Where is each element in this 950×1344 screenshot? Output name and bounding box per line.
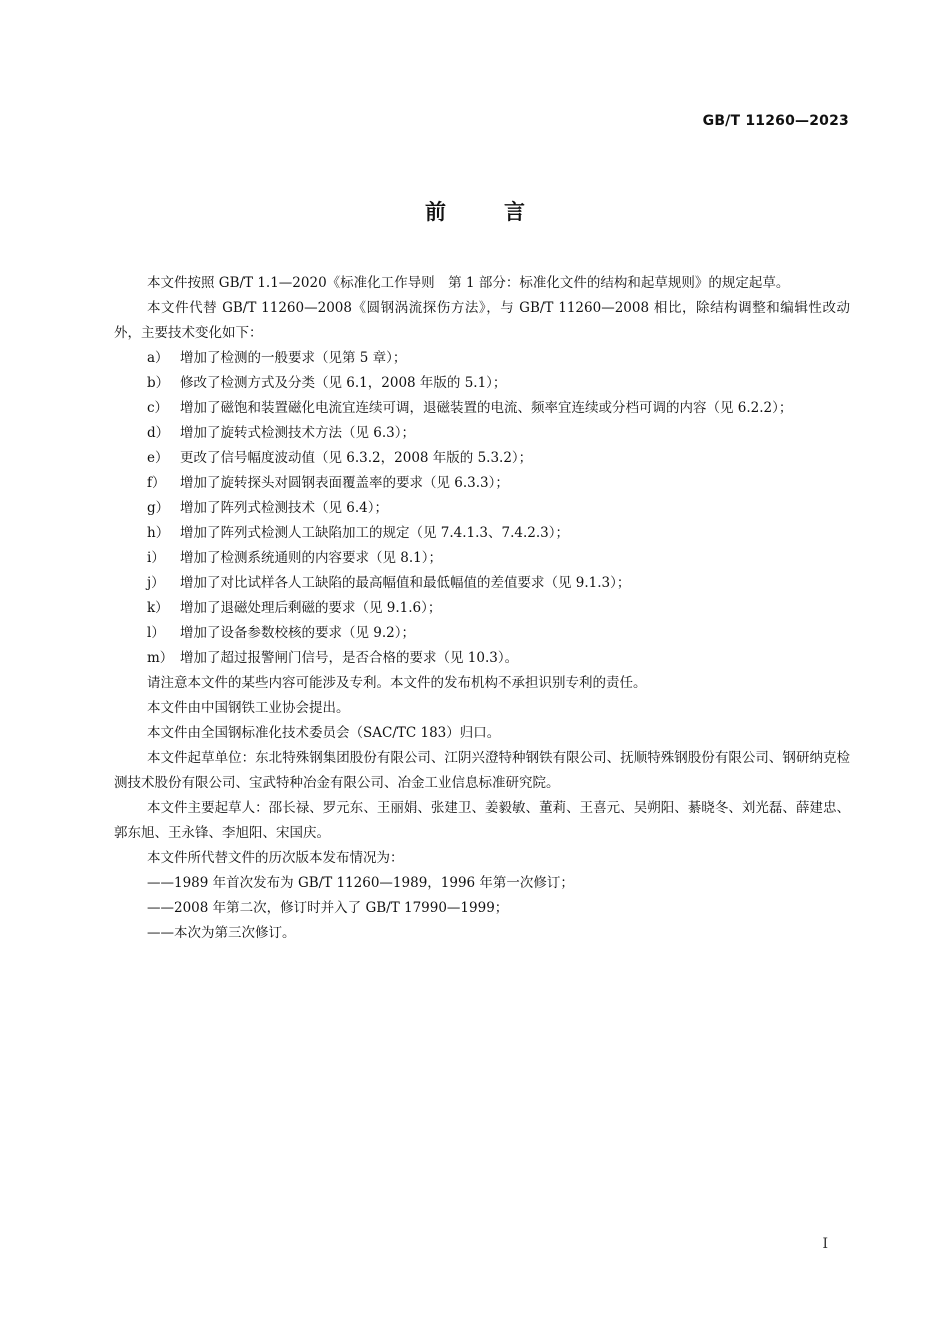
paragraph-drafters: 本文件主要起草人：邵长禄、罗元东、王丽娟、张建卫、姜毅敏、董莉、王喜元、吴朔阳、綦晓冬、刘光磊、薛建忠、郭东旭、王永锋、李旭阳、宋国庆。: [114, 800, 850, 841]
page-title: [0, 196, 950, 226]
list-item-text: 增加了阵列式检测人工缺陷加工的规定（见 7.4.1.3、7.4.2.3）；: [180, 525, 570, 541]
list-item: [114, 621, 850, 646]
list-item-label: c）: [147, 400, 169, 416]
list-item-label: d）: [147, 425, 170, 441]
list-item: [114, 646, 850, 671]
list-item-label: g）: [147, 500, 170, 516]
list-item-label: a）: [147, 350, 169, 366]
list-item-text: 增加了设备参数校核的要求（见 9.2）；: [180, 625, 416, 641]
list-item: [114, 421, 850, 446]
list-item-label: i）: [147, 550, 165, 566]
changes-list: [114, 346, 850, 671]
list-item: [114, 446, 850, 471]
list-item-text: 增加了旋转探头对圆钢表面覆盖率的要求（见 6.3.3）；: [180, 475, 509, 491]
list-item: [114, 471, 850, 496]
paragraph-patent-notice: 请注意本文件的某些内容可能涉及专利。本文件的发布机构不承担识别专利的责任。: [147, 675, 647, 691]
title-char-2: 言: [504, 200, 525, 224]
history-item: ——1989 年首次发布为 GB/T 11260—1989，1996 年第一次修订；: [147, 875, 574, 891]
paragraph-replaces: 本文件代替 GB/T 11260—2008《圆钢涡流探伤方法》，与 GB/T 11260—2008 相比，除结构调整和编辑性改动外，主要技术变化如下：: [114, 300, 850, 341]
list-item-label: f）: [147, 475, 166, 491]
page-folio: Ⅰ: [822, 1236, 828, 1252]
list-item: [114, 496, 850, 521]
paragraph-basis: 本文件按照 GB/T 1.1—2020《标准化工作导则 第 1 部分：标准化文件的结构和起草规则》的规定起草。: [147, 275, 790, 291]
list-item-text: 更改了信号幅度波动值（见 6.3.2，2008 年版的 5.3.2）；: [180, 450, 533, 466]
list-item: [114, 596, 850, 621]
list-item: [114, 546, 850, 571]
list-item-text: 增加了磁饱和装置磁化电流宜连续可调，退磁装置的电流、频率宜连续或分档可调的内容（见 6.2.2）；: [180, 400, 793, 416]
list-item: [114, 346, 850, 371]
history-item: ——本次为第三次修订。: [147, 925, 296, 941]
list-item-text: 增加了旋转式检测技术方法（见 6.3）；: [180, 425, 416, 441]
list-item: [114, 371, 850, 396]
list-item-text: 修改了检测方式及分类（见 6.1，2008 年版的 5.1）；: [180, 375, 507, 391]
list-item-label: l）: [147, 625, 165, 641]
list-item-text: 增加了退磁处理后剩磁的要求（见 9.1.6）；: [180, 600, 442, 616]
list-item-label: b）: [147, 375, 170, 391]
paragraph-drafting-units: 本文件起草单位：东北特殊钢集团股份有限公司、江阴兴澄特种钢铁有限公司、抚顺特殊钢股份有限公司、钢研纳克检测技术股份有限公司、宝武特种冶金有限公司、冶金工业信息标准研究院。: [114, 750, 850, 791]
list-item: [114, 571, 850, 596]
list-item-text: 增加了检测的一般要求（见第 5 章）；: [180, 350, 407, 366]
list-item-text: 增加了检测系统通则的内容要求（见 8.1）；: [180, 550, 443, 566]
list-item-label: h）: [147, 525, 170, 541]
list-item: [114, 521, 850, 546]
list-item-text: 增加了阵列式检测技术（见 6.4）；: [180, 500, 389, 516]
list-item-label: m）: [147, 650, 174, 666]
title-char-1: 前: [425, 200, 446, 224]
standard-number: GB/T 11260—2023: [702, 113, 849, 129]
list-item-text: 增加了超过报警闸门信号，是否合格的要求（见 10.3）。: [180, 650, 519, 666]
paragraph-history-intro: 本文件所代替文件的历次版本发布情况为：: [147, 850, 404, 866]
history-list: [114, 871, 850, 946]
list-item: [114, 396, 850, 421]
list-item-text: 增加了对比试样各人工缺陷的最高幅值和最低幅值的差值要求（见 9.1.3）；: [180, 575, 631, 591]
list-item-label: j）: [147, 575, 165, 591]
list-item-label: e）: [147, 450, 169, 466]
history-item: ——2008 年第二次，修订时并入了 GB/T 17990—1999；: [147, 900, 509, 916]
document-body: [114, 271, 850, 946]
paragraph-committee: 本文件由全国钢标准化技术委员会（SAC/TC 183）归口。: [147, 725, 501, 741]
paragraph-proposer: 本文件由中国钢铁工业协会提出。: [147, 700, 350, 716]
list-item-label: k）: [147, 600, 169, 616]
